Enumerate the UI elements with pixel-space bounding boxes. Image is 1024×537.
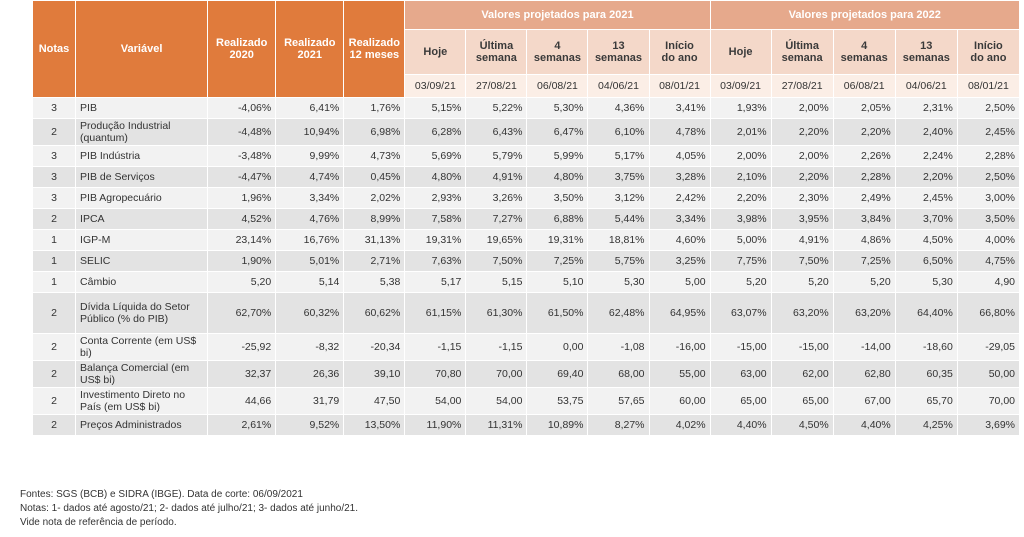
date-dates_2021-3: 04/06/21 — [588, 75, 649, 98]
proj-2022-cell: 64,40% — [895, 293, 957, 334]
variable-name: PIB Agropecuário — [76, 188, 208, 209]
proj-2022-cell: 67,00 — [833, 388, 895, 415]
variable-name: Balança Comercial (em US$ bi) — [76, 361, 208, 388]
proj-2022-cell: 4,86% — [833, 230, 895, 251]
proj-2022-cell: -18,60 — [895, 334, 957, 361]
nota: 2 — [33, 361, 76, 388]
proj-2022-cell: 6,50% — [895, 251, 957, 272]
table-row — [33, 167, 1020, 188]
variable-name: Preços Administrados — [76, 415, 208, 436]
realizado-12m-cell: 2,71% — [344, 251, 405, 272]
realizado-2021-cell: 26,36 — [276, 361, 344, 388]
realizado-2020-cell: 1,96% — [208, 188, 276, 209]
col-header-realizado-2021: Realizado 2021 — [276, 1, 344, 98]
table-row — [33, 361, 1020, 388]
proj-2022-cell: 5,00% — [710, 230, 771, 251]
realizado-12m-cell: 8,99% — [344, 209, 405, 230]
variable-name: Produção Industrial (quantum) — [76, 119, 208, 146]
variable-name: Dívida Líquida do Setor Público (% do PIB) — [76, 293, 208, 334]
table-row — [33, 230, 1020, 251]
realizado-12m-cell: 60,62% — [344, 293, 405, 334]
realizado-2020-cell: 44,66 — [208, 388, 276, 415]
proj-2022-cell: 2,50% — [957, 98, 1019, 119]
table-row — [33, 209, 1020, 230]
variable-name: IPCA — [76, 209, 208, 230]
variable-name: PIB de Serviços — [76, 167, 208, 188]
realizado-12m-cell: 5,38 — [344, 272, 405, 293]
variable-name: PIB — [76, 98, 208, 119]
realizado-12m-cell: -20,34 — [344, 334, 405, 361]
proj-2021-cell: 68,00 — [588, 361, 649, 388]
proj-2021-cell: 7,25% — [527, 251, 588, 272]
proj-2021-cell: 5,15% — [405, 98, 466, 119]
proj-2022-cell: 3,69% — [957, 415, 1019, 436]
realizado-2020-cell: 23,14% — [208, 230, 276, 251]
nota: 2 — [33, 334, 76, 361]
variable-name: Investimento Direto no País (em US$ bi) — [76, 388, 208, 415]
proj-2022-cell: -14,00 — [833, 334, 895, 361]
proj-2021-cell: 5,22% — [466, 98, 527, 119]
proj-2021-cell: 19,31% — [527, 230, 588, 251]
proj-2021-cell: 4,80% — [405, 167, 466, 188]
proj-2022-cell: 3,70% — [895, 209, 957, 230]
proj-2022-cell: 4,75% — [957, 251, 1019, 272]
proj-2021-cell: 7,27% — [466, 209, 527, 230]
col-header-variavel: Variável — [76, 1, 208, 98]
proj-2021-cell: 3,50% — [527, 188, 588, 209]
proj-2022-cell: 7,50% — [771, 251, 833, 272]
projections-table — [32, 0, 1020, 436]
proj-2021-cell: 18,81% — [588, 230, 649, 251]
variable-name: Conta Corrente (em US$ bi) — [76, 334, 208, 361]
realizado-12m-cell: 2,02% — [344, 188, 405, 209]
proj-2021-cell: 54,00 — [405, 388, 466, 415]
proj-2021-cell: 6,28% — [405, 119, 466, 146]
sub-header-2021-3: 13 semanas — [588, 30, 649, 75]
realizado-2021-cell: 6,41% — [276, 98, 344, 119]
realizado-12m-cell: 39,10 — [344, 361, 405, 388]
proj-2022-cell: 63,07% — [710, 293, 771, 334]
proj-2022-cell: 2,30% — [771, 188, 833, 209]
proj-2022-cell: 65,00 — [771, 388, 833, 415]
nota: 1 — [33, 251, 76, 272]
sub-header-2022-3: 13 semanas — [895, 30, 957, 75]
proj-2022-cell: 3,00% — [957, 188, 1019, 209]
proj-2021-cell: 4,60% — [649, 230, 710, 251]
proj-2021-cell: 7,50% — [466, 251, 527, 272]
proj-2021-cell: 69,40 — [527, 361, 588, 388]
date-dates_2022-1: 27/08/21 — [771, 75, 833, 98]
realizado-12m-cell: 0,45% — [344, 167, 405, 188]
proj-2021-cell: 6,47% — [527, 119, 588, 146]
realizado-2020-cell: 62,70% — [208, 293, 276, 334]
proj-2021-cell: 7,58% — [405, 209, 466, 230]
proj-2022-cell: 4,40% — [710, 415, 771, 436]
table-row — [33, 415, 1020, 436]
proj-2021-cell: 5,17% — [588, 146, 649, 167]
realizado-2020-cell: -4,06% — [208, 98, 276, 119]
realizado-2021-cell: 60,32% — [276, 293, 344, 334]
proj-2022-cell: 3,98% — [710, 209, 771, 230]
proj-2022-cell: 62,80 — [833, 361, 895, 388]
proj-2022-cell: 2,20% — [895, 167, 957, 188]
proj-2021-cell: -1,15 — [405, 334, 466, 361]
variable-name: SELIC — [76, 251, 208, 272]
proj-2022-cell: 4,50% — [895, 230, 957, 251]
nota: 1 — [33, 230, 76, 251]
realizado-12m-cell: 47,50 — [344, 388, 405, 415]
proj-2022-cell: 2,24% — [895, 146, 957, 167]
group-header-2021: Valores projetados para 2021 — [405, 1, 710, 30]
sub-header-2021-4: Início do ano — [649, 30, 710, 75]
proj-2021-cell: 5,15 — [466, 272, 527, 293]
proj-2021-cell: 11,31% — [466, 415, 527, 436]
proj-2021-cell: 4,05% — [649, 146, 710, 167]
proj-2021-cell: 60,00 — [649, 388, 710, 415]
proj-2021-cell: 5,99% — [527, 146, 588, 167]
realizado-12m-cell: 31,13% — [344, 230, 405, 251]
proj-2022-cell: 4,40% — [833, 415, 895, 436]
variable-name: Câmbio — [76, 272, 208, 293]
proj-2022-cell: 65,00 — [710, 388, 771, 415]
proj-2022-cell: 2,40% — [895, 119, 957, 146]
date-dates_2022-4: 08/01/21 — [957, 75, 1019, 98]
proj-2021-cell: 62,48% — [588, 293, 649, 334]
realizado-2021-cell: 3,34% — [276, 188, 344, 209]
proj-2022-cell: 50,00 — [957, 361, 1019, 388]
nota: 3 — [33, 167, 76, 188]
proj-2021-cell: 4,36% — [588, 98, 649, 119]
nota: 3 — [33, 146, 76, 167]
proj-2022-cell: 62,00 — [771, 361, 833, 388]
col-header-notas: Notas — [33, 1, 76, 98]
variable-name: PIB Indústria — [76, 146, 208, 167]
sub-header-2022-4: Início do ano — [957, 30, 1019, 75]
proj-2021-cell: 4,80% — [527, 167, 588, 188]
proj-2022-cell: 2,00% — [771, 146, 833, 167]
realizado-2020-cell: 1,90% — [208, 251, 276, 272]
realizado-2021-cell: 5,01% — [276, 251, 344, 272]
proj-2022-cell: 63,20% — [833, 293, 895, 334]
date-dates_2021-1: 27/08/21 — [466, 75, 527, 98]
nota: 2 — [33, 293, 76, 334]
sub-header-2022-1: Última semana — [771, 30, 833, 75]
realizado-2020-cell: 32,37 — [208, 361, 276, 388]
proj-2022-cell: 2,45% — [957, 119, 1019, 146]
proj-2022-cell: 4,00% — [957, 230, 1019, 251]
proj-2021-cell: 54,00 — [466, 388, 527, 415]
proj-2021-cell: 8,27% — [588, 415, 649, 436]
proj-2022-cell: 2,00% — [771, 98, 833, 119]
col-header-realizado-2020: Realizado 2020 — [208, 1, 276, 98]
proj-2022-cell: 2,28% — [833, 167, 895, 188]
proj-2021-cell: 70,80 — [405, 361, 466, 388]
proj-2021-cell: 3,28% — [649, 167, 710, 188]
nota: 3 — [33, 188, 76, 209]
proj-2021-cell: 5,75% — [588, 251, 649, 272]
proj-2022-cell: 4,91% — [771, 230, 833, 251]
proj-2021-cell: 5,17 — [405, 272, 466, 293]
nota: 2 — [33, 388, 76, 415]
realizado-2020-cell: 5,20 — [208, 272, 276, 293]
proj-2021-cell: 4,02% — [649, 415, 710, 436]
proj-2022-cell: 2,45% — [895, 188, 957, 209]
proj-2021-cell: 6,10% — [588, 119, 649, 146]
proj-2021-cell: 2,93% — [405, 188, 466, 209]
date-dates_2022-2: 06/08/21 — [833, 75, 895, 98]
proj-2022-cell: 3,95% — [771, 209, 833, 230]
table-row — [33, 119, 1020, 146]
proj-2022-cell: 2,49% — [833, 188, 895, 209]
realizado-2020-cell: -25,92 — [208, 334, 276, 361]
sub-header-2022-0: Hoje — [710, 30, 771, 75]
realizado-2021-cell: 4,76% — [276, 209, 344, 230]
group-header-2022: Valores projetados para 2022 — [710, 1, 1019, 30]
proj-2021-cell: 5,30 — [588, 272, 649, 293]
proj-2021-cell: 5,00 — [649, 272, 710, 293]
realizado-2020-cell: -4,47% — [208, 167, 276, 188]
proj-2021-cell: 5,69% — [405, 146, 466, 167]
realizado-2021-cell: 16,76% — [276, 230, 344, 251]
col-header-realizado-12m: Realizado 12 meses — [344, 1, 405, 98]
proj-2021-cell: 53,75 — [527, 388, 588, 415]
realizado-2020-cell: -3,48% — [208, 146, 276, 167]
table-row — [33, 272, 1020, 293]
proj-2021-cell: -1,15 — [466, 334, 527, 361]
realizado-2020-cell: 4,52% — [208, 209, 276, 230]
proj-2021-cell: 61,50% — [527, 293, 588, 334]
proj-2022-cell: 5,20 — [833, 272, 895, 293]
proj-2021-cell: 0,00 — [527, 334, 588, 361]
proj-2021-cell: -16,00 — [649, 334, 710, 361]
sub-header-2022-2: 4 semanas — [833, 30, 895, 75]
proj-2021-cell: 64,95% — [649, 293, 710, 334]
proj-2022-cell: 63,20% — [771, 293, 833, 334]
proj-2022-cell: 4,25% — [895, 415, 957, 436]
proj-2021-cell: 3,41% — [649, 98, 710, 119]
table-row — [33, 98, 1020, 119]
proj-2022-cell: 5,30 — [895, 272, 957, 293]
date-dates_2021-0: 03/09/21 — [405, 75, 466, 98]
sub-header-2021-2: 4 semanas — [527, 30, 588, 75]
proj-2021-cell: 3,25% — [649, 251, 710, 272]
nota: 3 — [33, 98, 76, 119]
proj-2022-cell: 1,93% — [710, 98, 771, 119]
proj-2022-cell: 2,50% — [957, 167, 1019, 188]
proj-2022-cell: 5,20 — [710, 272, 771, 293]
proj-2022-cell: 2,00% — [710, 146, 771, 167]
realizado-2021-cell: 5,14 — [276, 272, 344, 293]
proj-2021-cell: 61,15% — [405, 293, 466, 334]
table-row — [33, 188, 1020, 209]
proj-2022-cell: 2,05% — [833, 98, 895, 119]
date-dates_2022-3: 04/06/21 — [895, 75, 957, 98]
realizado-2020-cell: -4,48% — [208, 119, 276, 146]
proj-2021-cell: 19,31% — [405, 230, 466, 251]
proj-2021-cell: 10,89% — [527, 415, 588, 436]
proj-2022-cell: 2,20% — [833, 119, 895, 146]
proj-2022-cell: -29,05 — [957, 334, 1019, 361]
proj-2022-cell: 2,26% — [833, 146, 895, 167]
nota: 2 — [33, 209, 76, 230]
footer-notas: Notas: 1- dados até agosto/21; 2- dados até julho/21; 3- dados até junho/21. — [20, 503, 359, 514]
sub-header-2021-0: Hoje — [405, 30, 466, 75]
sub-header-2021-1: Última semana — [466, 30, 527, 75]
realizado-12m-cell: 6,98% — [344, 119, 405, 146]
table-row — [33, 146, 1020, 167]
proj-2021-cell: 3,34% — [649, 209, 710, 230]
realizado-12m-cell: 13,50% — [344, 415, 405, 436]
realizado-12m-cell: 1,76% — [344, 98, 405, 119]
proj-2022-cell: 2,10% — [710, 167, 771, 188]
proj-2021-cell: 5,79% — [466, 146, 527, 167]
proj-2021-cell: 57,65 — [588, 388, 649, 415]
nota: 1 — [33, 272, 76, 293]
realizado-2021-cell: 10,94% — [276, 119, 344, 146]
table-row — [33, 293, 1020, 334]
realizado-2021-cell: 9,52% — [276, 415, 344, 436]
footer-reference: Vide nota de referência de período. — [20, 517, 177, 528]
proj-2022-cell: 7,25% — [833, 251, 895, 272]
variable-name: IGP-M — [76, 230, 208, 251]
nota: 2 — [33, 119, 76, 146]
proj-2022-cell: 2,20% — [771, 167, 833, 188]
proj-2022-cell: 63,00 — [710, 361, 771, 388]
table-row — [33, 334, 1020, 361]
proj-2021-cell: 4,78% — [649, 119, 710, 146]
proj-2022-cell: -15,00 — [771, 334, 833, 361]
nota: 2 — [33, 415, 76, 436]
proj-2022-cell: 70,00 — [957, 388, 1019, 415]
realizado-12m-cell: 4,73% — [344, 146, 405, 167]
proj-2021-cell: 70,00 — [466, 361, 527, 388]
proj-2021-cell: 3,75% — [588, 167, 649, 188]
date-dates_2022-0: 03/09/21 — [710, 75, 771, 98]
proj-2022-cell: 66,80% — [957, 293, 1019, 334]
proj-2022-cell: 3,50% — [957, 209, 1019, 230]
proj-2021-cell: 6,43% — [466, 119, 527, 146]
proj-2022-cell: 3,84% — [833, 209, 895, 230]
proj-2022-cell: 7,75% — [710, 251, 771, 272]
proj-2021-cell: 4,91% — [466, 167, 527, 188]
proj-2021-cell: 3,12% — [588, 188, 649, 209]
proj-2021-cell: 5,10 — [527, 272, 588, 293]
date-dates_2021-2: 06/08/21 — [527, 75, 588, 98]
proj-2021-cell: 2,42% — [649, 188, 710, 209]
realizado-2021-cell: 31,79 — [276, 388, 344, 415]
proj-2022-cell: 2,01% — [710, 119, 771, 146]
proj-2021-cell: -1,08 — [588, 334, 649, 361]
table-row — [33, 388, 1020, 415]
footer-sources: Fontes: SGS (BCB) e SIDRA (IBGE). Data de corte: 06/09/2021 — [20, 489, 303, 500]
proj-2021-cell: 3,26% — [466, 188, 527, 209]
proj-2021-cell: 5,30% — [527, 98, 588, 119]
footer-notes — [20, 488, 358, 530]
proj-2022-cell: 4,90 — [957, 272, 1019, 293]
proj-2022-cell: 65,70 — [895, 388, 957, 415]
proj-2022-cell: -15,00 — [710, 334, 771, 361]
proj-2022-cell: 5,20 — [771, 272, 833, 293]
realizado-2021-cell: 4,74% — [276, 167, 344, 188]
proj-2021-cell: 5,44% — [588, 209, 649, 230]
proj-2022-cell: 2,28% — [957, 146, 1019, 167]
realizado-2020-cell: 2,61% — [208, 415, 276, 436]
proj-2022-cell: 2,20% — [771, 119, 833, 146]
table-row — [33, 251, 1020, 272]
proj-2022-cell: 2,31% — [895, 98, 957, 119]
proj-2021-cell: 19,65% — [466, 230, 527, 251]
proj-2021-cell: 55,00 — [649, 361, 710, 388]
proj-2021-cell: 11,90% — [405, 415, 466, 436]
proj-2021-cell: 6,88% — [527, 209, 588, 230]
realizado-2021-cell: 9,99% — [276, 146, 344, 167]
date-dates_2021-4: 08/01/21 — [649, 75, 710, 98]
proj-2022-cell: 60,35 — [895, 361, 957, 388]
proj-2021-cell: 7,63% — [405, 251, 466, 272]
realizado-2021-cell: -8,32 — [276, 334, 344, 361]
proj-2022-cell: 2,20% — [710, 188, 771, 209]
proj-2021-cell: 61,30% — [466, 293, 527, 334]
proj-2022-cell: 4,50% — [771, 415, 833, 436]
